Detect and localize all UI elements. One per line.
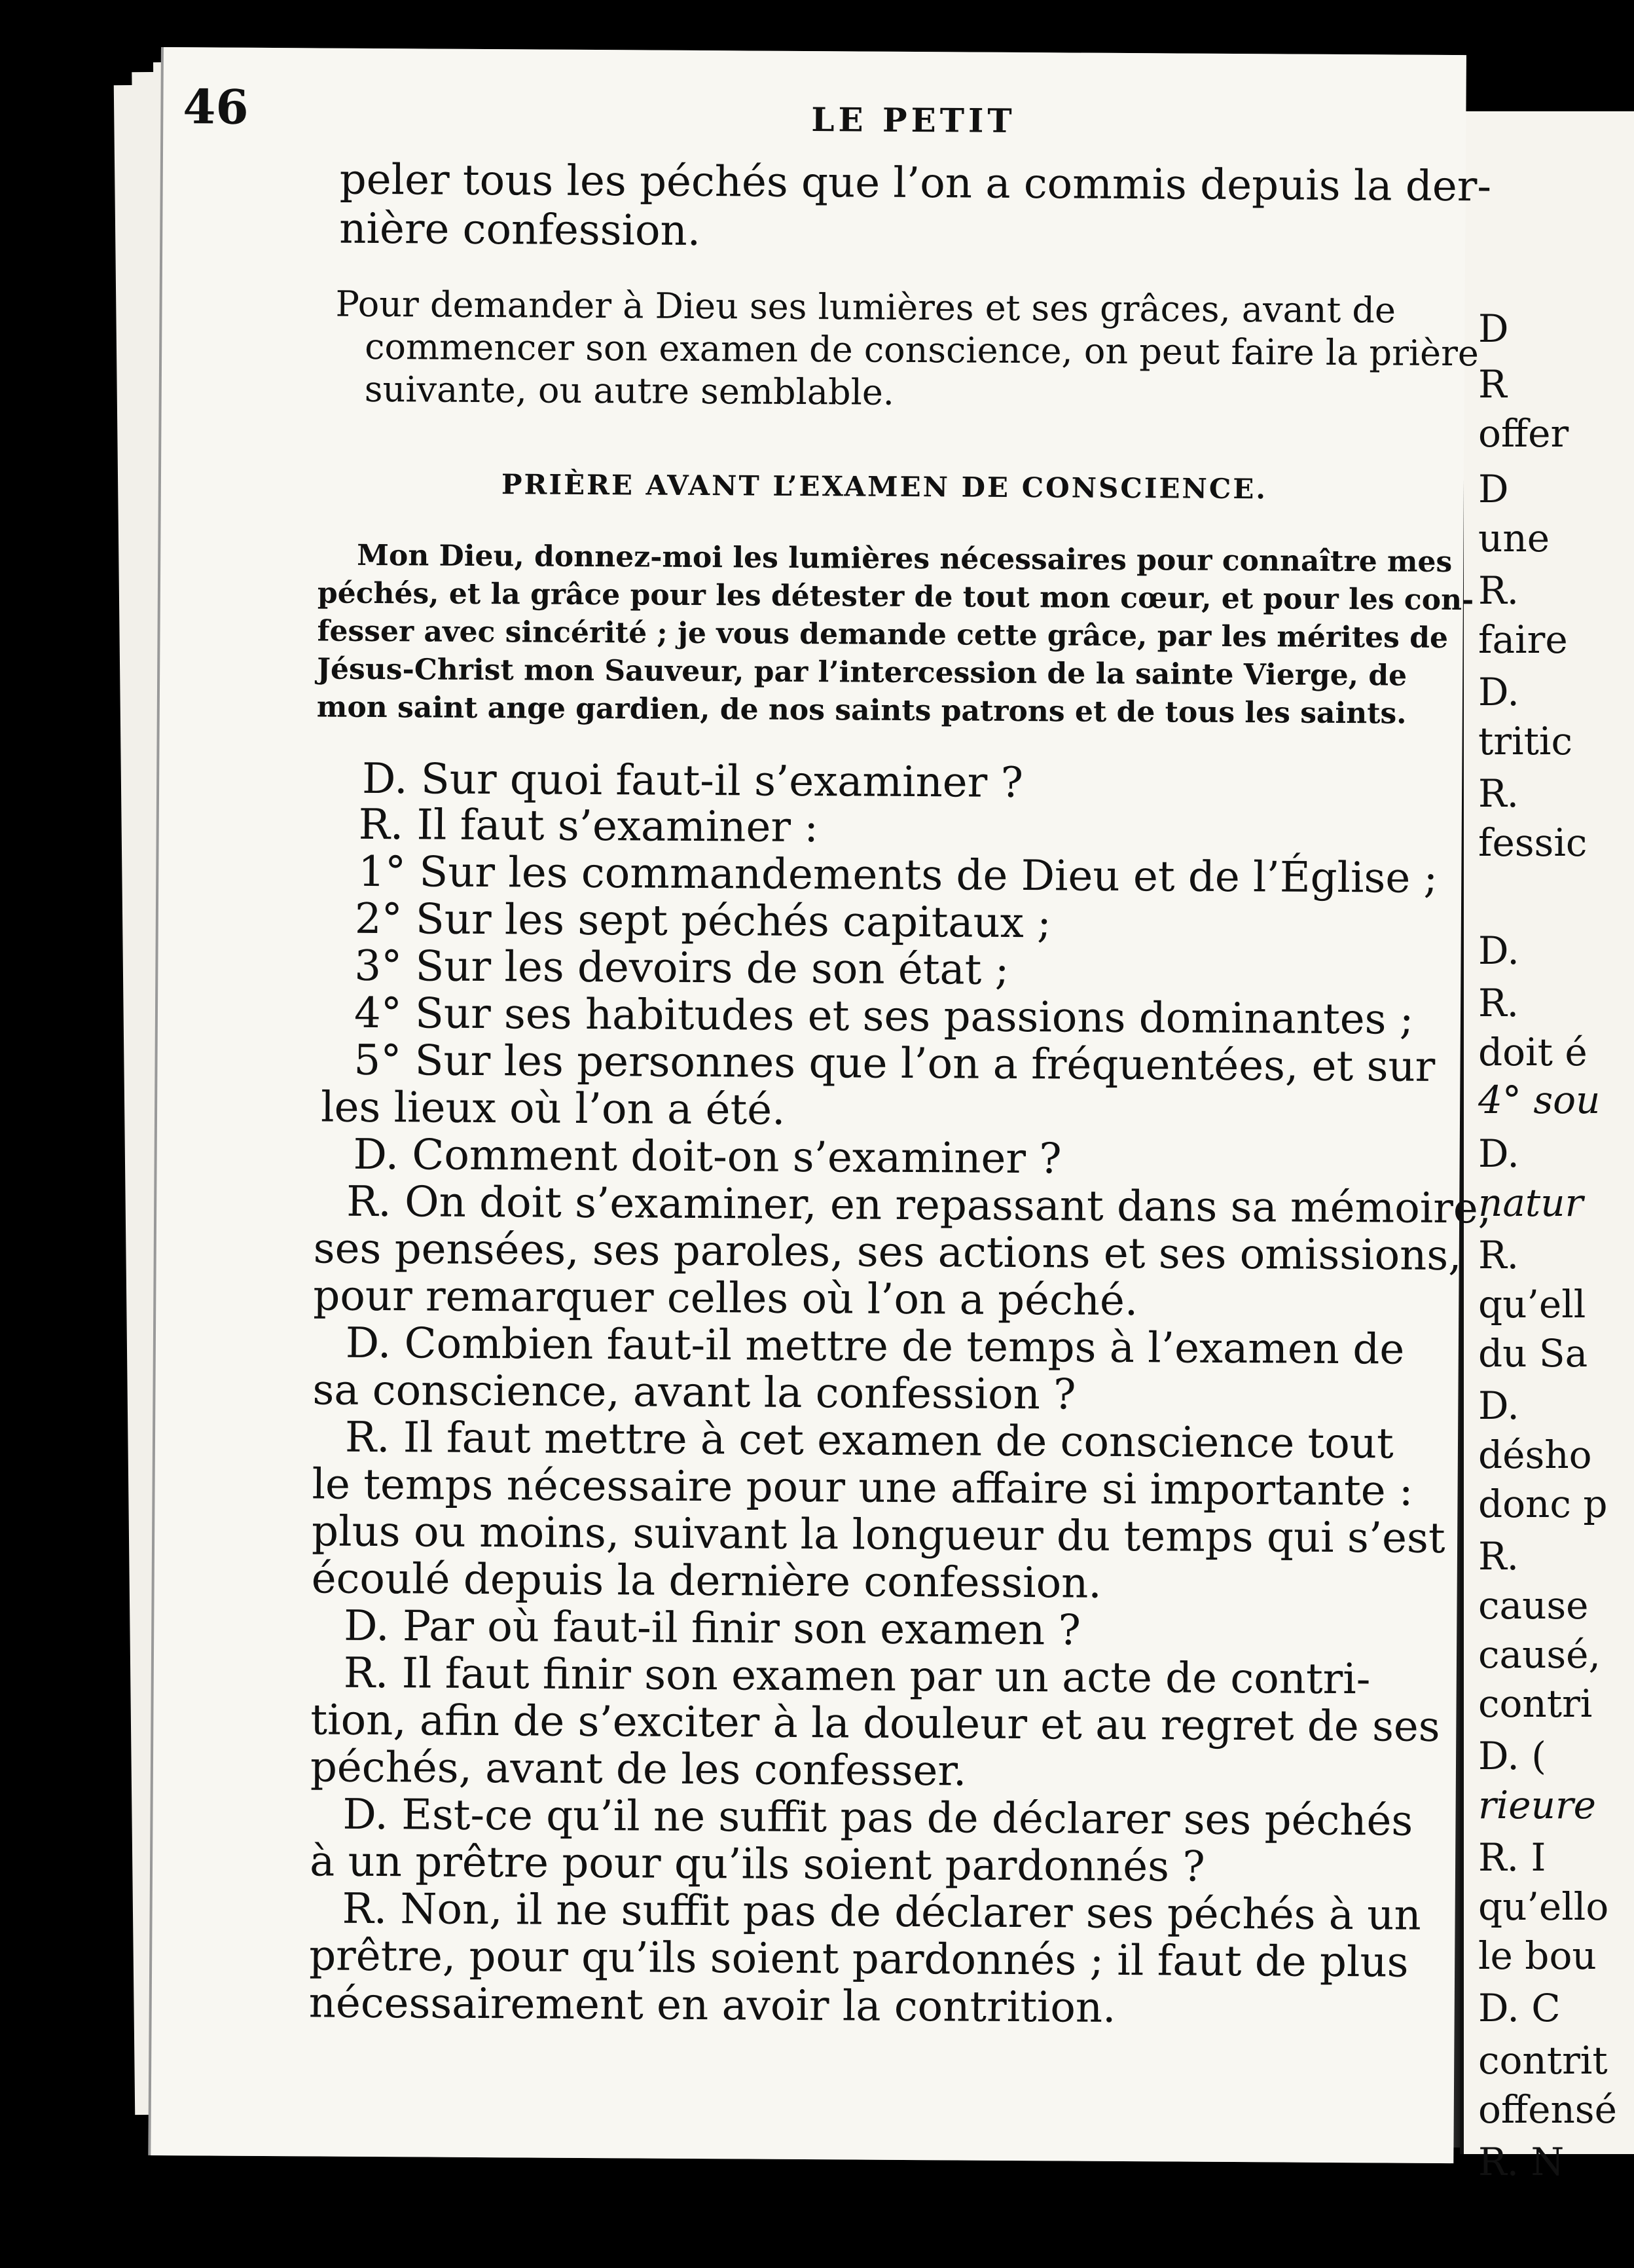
catechism-line: D. Est-ce qu’il ne suffit pas de déclarer ses péchés [342,1790,1413,1846]
catechism-line: D. Comment doit-on s’examiner ? [353,1130,1062,1184]
facing-line: le bou [1478,1933,1597,1978]
catechism-line: péchés, avant de les confesser. [310,1743,967,1796]
prayer-line: Jésus-Christ mon Sauveur, par l’intercession de la sainte Vierge, de [317,652,1407,693]
prayer-line: fesser avec sincérité ; je vous demande cette grâce, par les mérites de [317,614,1449,655]
facing-line: R. [1478,981,1519,1025]
facing-line: tritic [1478,719,1572,763]
facing-line: rieure [1478,1783,1597,1827]
continuation-line: peler tous les péchés que l’on a commis depuis la der- [339,155,1492,211]
catechism-line: 3° Sur les devoirs de son état ; [354,942,1009,995]
catechism-line: à un prêtre pour qu’ils soient pardonnés ? [309,1837,1205,1892]
continuation-line: nière confession. [339,204,701,256]
facing-line: une [1478,516,1550,560]
facing-line: 4° sou [1478,1078,1601,1122]
facing-line: D. [1478,1383,1519,1428]
instruction-line: Pour demander à Dieu ses lumières et ses grâces, avant de [335,283,1396,331]
catechism-line: D. Par où faut-il finir son examen ? [344,1601,1081,1655]
facing-line: faire [1478,617,1568,662]
facing-line: contrit [1478,2038,1608,2083]
instruction-line: commencer son examen de conscience, on peut faire la prière [365,325,1480,375]
facing-line: D [1478,467,1509,511]
prayer-title: PRIÈRE AVANT L’EXAMEN DE CONSCIENCE. [501,468,1268,505]
catechism-line: R. Non, il ne suffit pas de déclarer ses péchés à un [342,1884,1421,1940]
catechism-line: tion, afin de s’exciter à la douleur et au regret de ses [310,1696,1440,1751]
facing-line: D. C [1478,1986,1561,2030]
facing-line: D. [1478,928,1519,973]
catechism-line: R. On doit s’examiner, en repassant dans sa mémoire, [346,1177,1492,1234]
facing-line: donc p [1478,1482,1608,1526]
facing-line: causé, [1478,1632,1601,1677]
prayer-line: Mon Dieu, donnez-moi les lumières nécessaires pour connaître mes [357,538,1453,579]
catechism-line: D. Sur quoi faut-il s’examiner ? [361,754,1024,808]
catechism-line: ses pensées, ses paroles, ses actions et ses omissions, [313,1224,1462,1281]
catechism-line: R. Il faut mettre à cet examen de conscience tout [344,1413,1394,1469]
catechism-line: nécessairement en avoir la contrition. [308,1979,1116,2032]
facing-line: R. [1478,771,1519,816]
facing-line: D. [1478,670,1519,714]
catechism-line: pour remarquer celles où l’on a péché. [313,1271,1138,1326]
facing-line: natur [1478,1180,1584,1225]
facing-line: D [1478,306,1509,351]
facing-line: R. [1478,568,1519,613]
instruction-line: suivante, ou autre semblable. [364,368,895,413]
catechism-line: D. Combien faut-il mettre de temps à l’examen de [345,1319,1405,1374]
catechism-line: sa conscience, avant la confession ? [312,1366,1076,1419]
running-head: LE PETIT [811,100,1016,140]
catechism-line: les lieux où l’on a été. [320,1083,786,1135]
catechism-line: écoulé depuis la dernière confession. [311,1554,1102,1608]
facing-line: R [1478,362,1507,407]
facing-line: fessic [1478,820,1588,865]
catechism-line: 4° Sur ses habitudes et ses passions dominantes ; [354,989,1414,1044]
facing-line: du Sa [1478,1331,1588,1376]
facing-line: offer [1478,411,1569,456]
facing-line: R. N [1478,2140,1565,2184]
page-number: 46 [183,79,249,135]
facing-line: désho [1478,1433,1592,1477]
facing-line: D. [1478,1131,1519,1176]
facing-line: doit é [1478,1030,1588,1074]
facing-line: offensé [1478,2087,1617,2132]
facing-line: qu’ell [1478,1282,1586,1326]
catechism-line: 5° Sur les personnes que l’on a fréquentées, et sur [354,1036,1436,1091]
facing-line: contri [1478,1681,1593,1726]
catechism-line: plus ou moins, suivant la longueur du temps qui s’est [311,1507,1445,1564]
prayer-line: péchés, et la grâce pour les détester de tout mon cœur, et pour les con- [317,576,1474,617]
catechism-line: prêtre, pour qu’ils soient pardonnés ; il faut de plus [308,1931,1409,1987]
book-page [151,47,1492,2163]
catechism-line: R. Il faut finir son examen par un acte de contri- [343,1649,1371,1704]
prayer-line: mon saint ange gardien, de nos saints patrons et de tous les saints. [316,690,1407,731]
facing-line: R. I [1478,1835,1546,1880]
facing-line: R. [1478,1233,1519,1277]
facing-line: R. [1478,1534,1519,1579]
catechism-line: 1° Sur les commandements de Dieu et de l’Église ; [358,847,1438,903]
catechism-line: 2° Sur les sept péchés capitaux ; [354,894,1051,948]
facing-line: D. ( [1478,1734,1546,1778]
facing-page [1460,111,1634,2184]
facing-line: cause [1478,1583,1589,1628]
catechism-line: le temps nécessaire pour une affaire si importante : [312,1460,1413,1516]
facing-line: qu’ello [1478,1884,1609,1929]
catechism-line: R. Il faut s’examiner : [358,800,819,852]
